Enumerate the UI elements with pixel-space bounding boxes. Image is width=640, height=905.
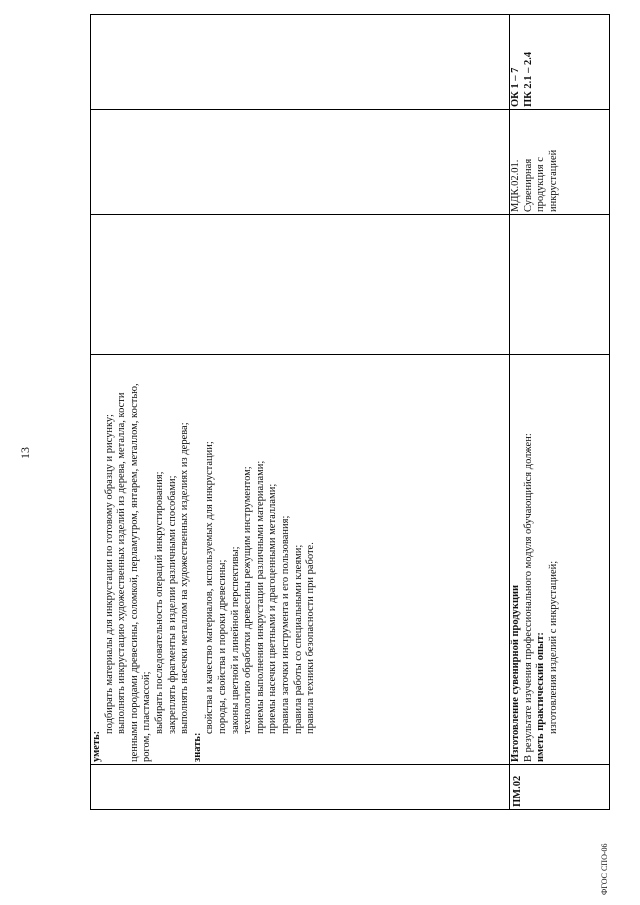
list-item: закреплять фрагменты в изделии различными способами;	[166, 475, 178, 734]
mdk-code: МДК.02.01. Сувенирная продукция с инкрустацией	[510, 110, 610, 215]
content-cell	[91, 355, 510, 765]
list-item: приемы насечки цветными и драгоценными металлами;	[267, 483, 279, 734]
curriculum-table	[90, 14, 610, 810]
hours-cell	[510, 215, 610, 355]
table-row	[91, 15, 510, 810]
list-item: выполнять насечки металлом на художественных изделиях из дерева;	[179, 422, 191, 734]
module-intro: В результате изучения профессионального модуля обучающийся должен:	[522, 433, 534, 762]
hours-cell	[91, 215, 510, 355]
list-item: породы, свойства и пороки древесины;	[216, 559, 228, 734]
code-cell	[91, 765, 510, 810]
list-item: правила работы со специальными клеями;	[292, 544, 304, 734]
module-code: ПМ.02	[510, 765, 610, 810]
module-title: Изготовление сувенирной продукции	[510, 584, 521, 762]
competencies: ОК 1 – 7 ПК 2.1 – 2.4	[510, 15, 610, 110]
mdk-cell	[91, 110, 510, 215]
module-content-cell	[510, 355, 610, 765]
umet-label: уметь:	[91, 730, 102, 762]
footer-label: ФГОС СПО-06	[600, 843, 609, 895]
list-item: изготовления изделий с инкрустацией;	[547, 560, 559, 734]
opyt-label: иметь практический опыт:	[535, 632, 547, 762]
competencies-cell	[91, 15, 510, 110]
list-item: свойства и качество материалов, используемых для инкрустации;	[204, 441, 216, 734]
list-item: технологию обработки древесины режущим инструментом;	[242, 466, 254, 734]
list-item: законы цветной и линейной перспективы;	[229, 546, 241, 734]
table-row	[510, 15, 610, 810]
list-item: правила техники безопасности при работе.	[305, 542, 317, 734]
page-number: 13	[18, 447, 32, 459]
list-item: подбирать материалы для инкрустации по готовому образцу и рисунку;	[103, 414, 115, 734]
znat-label: знать:	[191, 732, 203, 762]
list-item: приемы выполнения инкрустации различными материалами;	[254, 460, 266, 734]
list-item: выполнять инкрустацию художественных изделий из дерева, металла, кости ценными породами древесины, соломкой, перламутром, янтарем, металлом, костью, рогом, пластмассой;	[116, 383, 153, 762]
list-item: правила заточки инструмента и его пользования;	[279, 515, 291, 734]
list-item: выбирать последовательность операций инкрустирования;	[153, 471, 165, 734]
